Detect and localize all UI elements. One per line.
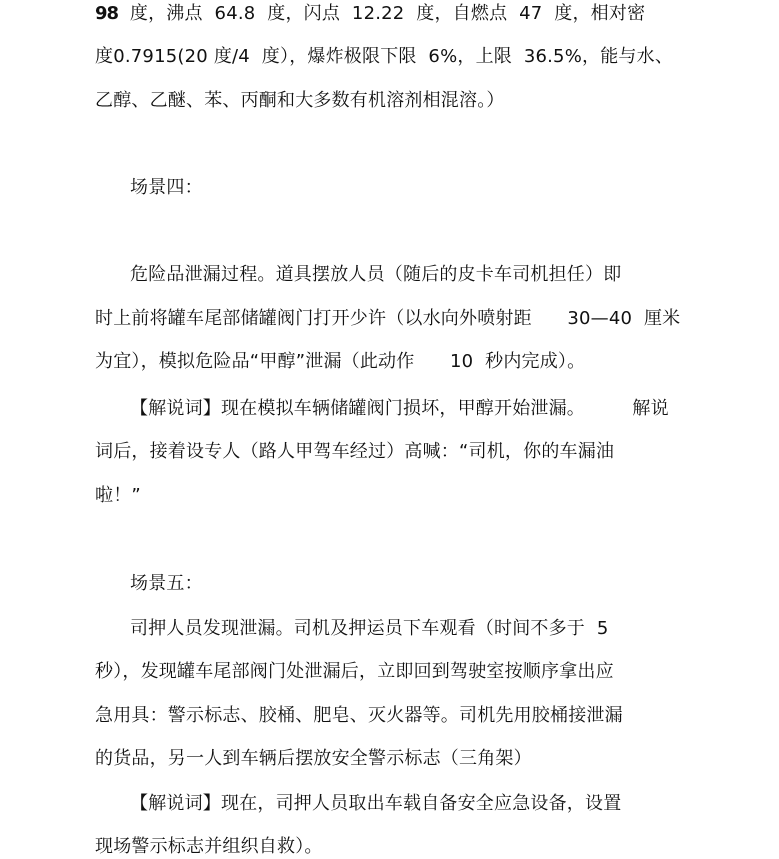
text-line-10: 啦！”: [95, 485, 141, 506]
text-line-1: 98 度，沸点 64.8 度，闪点 12.22 度，自燃点 47 度，相对密: [95, 3, 646, 24]
text-line-17: 现场警示标志并组织自救）。: [95, 836, 323, 857]
text-line-13: 秒），发现罐车尾部阀门处泄漏后，立即回到驾驶室按顺序拿出应: [95, 661, 614, 682]
narration-line-2: 【解说词】现在，司押人员取出车载自备安全应急设备，设置: [130, 793, 622, 814]
text-line-2: 度0.7915(20 度/4 度），爆炸极限下限 6%，上限 36.5%，能与水、: [95, 46, 674, 67]
section-heading-scene-4: 场景四：: [130, 177, 203, 198]
section-heading-scene-5: 场景五：: [130, 573, 203, 594]
truncated-number: 98: [95, 3, 119, 24]
text-line-14: 急用具：警示标志、胶桶、肥皂、灭火器等。司机先用胶桶接泄漏: [95, 705, 623, 726]
narration-line-1: 【解说词】现在模拟车辆储罐阀门损坏，甲醇开始泄漏。 解说: [130, 398, 669, 419]
text-line-9: 词后，接着设专人（路人甲驾车经过）高喊：“司机，你的车漏油: [95, 441, 615, 462]
text-line-5: 危险品泄漏过程。道具摆放人员（随后的皮卡车司机担任）即: [130, 264, 622, 285]
text-line-15: 的货品，另一人到车辆后摆放安全警示标志（三角架）: [95, 748, 532, 769]
text-line-3: 乙醇、乙醚、苯、丙酮和大多数有机溶剂相混溶。）: [95, 90, 505, 111]
text-line-12: 司押人员发现泄漏。司机及押运员下车观看（时间不多于 5: [130, 618, 609, 639]
text-line-6: 时上前将罐车尾部储罐阀门打开少许（以水向外喷射距 30—40 厘米: [95, 308, 681, 329]
text-line-7: 为宜），模拟危险品“甲醇”泄漏（此动作 10 秒内完成）。: [95, 351, 586, 372]
